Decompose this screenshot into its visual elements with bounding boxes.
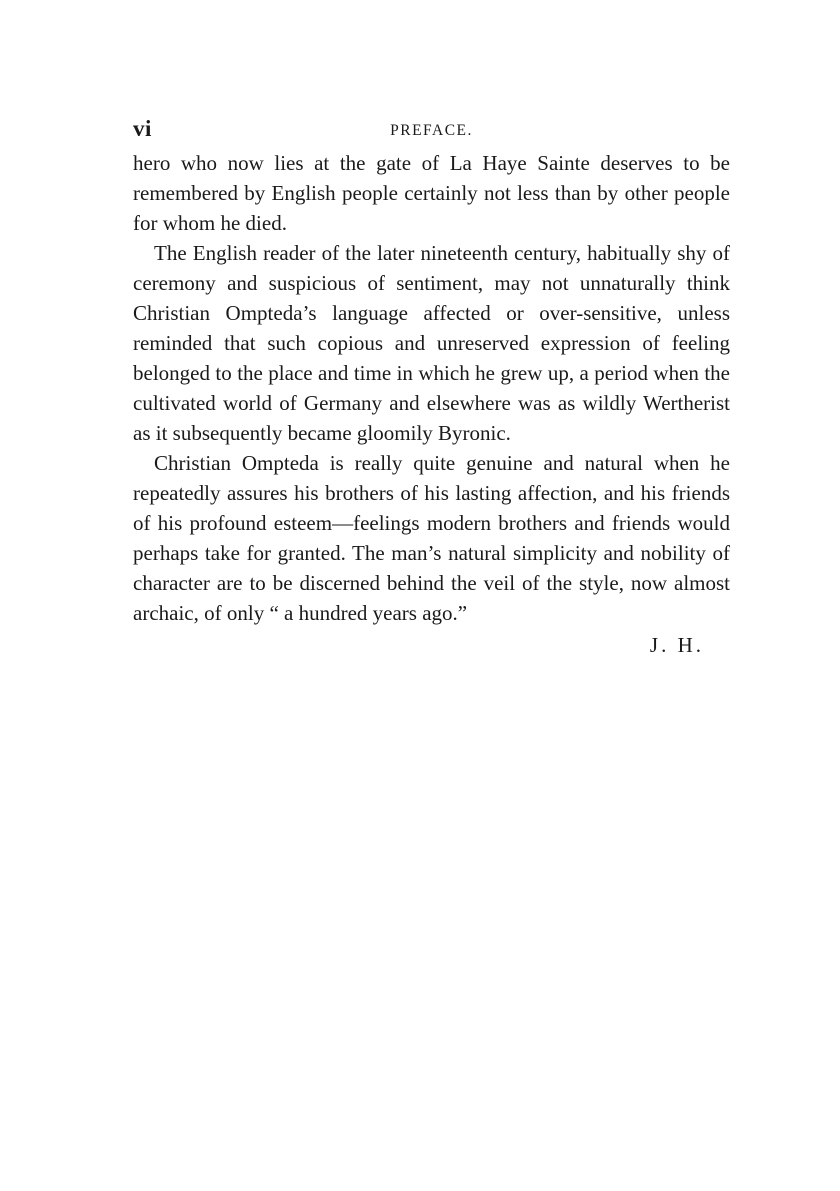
page (133, 112, 730, 660)
paragraph-christian-ompteda: Christian Ompteda is really quite genuine and natural when he repeatedly assures his brothers of his lasting affection, and his friends of his profound esteem—feelings modern brothers and friends would perhaps take for granted. The man’s natural simplicity and nobility of character are to be discerned behind the veil of the style, now almost archaic, of only “ a hundred years ago.” (133, 451, 730, 625)
running-head (133, 112, 730, 148)
author-initials: J. H. (649, 633, 704, 657)
running-title: PREFACE. (390, 122, 473, 139)
body-text (133, 148, 730, 628)
page-number: vi (133, 116, 152, 141)
paragraph-continued: hero who now lies at the gate of La Haye Sainte deserves to be remembered by English people certainly not less than by other people for whom he died. (133, 151, 730, 235)
paragraph-english-reader: The English reader of the later nineteenth century, habitually shy of ceremony and suspicious of sentiment, may not unnaturally think Christian Ompteda’s language affected or over-sensitive, unless reminded that such copious and unreserved expression of feeling belonged to the place and time in which he grew up, a period when the cultivated world of Germany and elsewhere was as wildly Wertherist as it subsequently became gloomily Byronic. (133, 241, 730, 445)
